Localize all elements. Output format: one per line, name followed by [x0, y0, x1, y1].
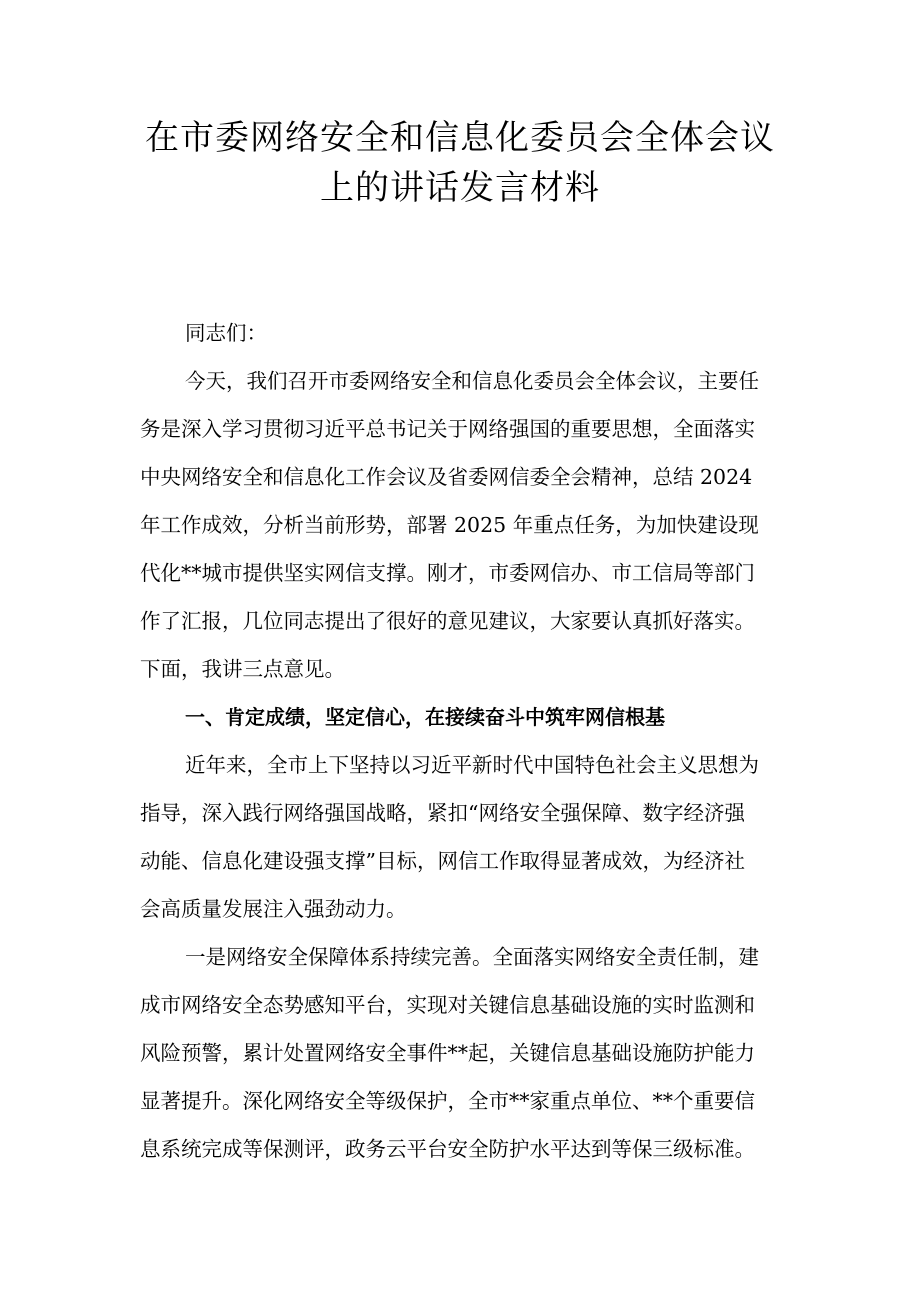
paragraph-line: 中央网络安全和信息化工作会议及省委网信委全会精神，总结 2024: [140, 465, 753, 489]
paragraph-security: [140, 933, 780, 1173]
paragraph-line: 年工作成效，分析当前形势，部署 2025 年重点任务，为加快建设现: [140, 513, 759, 537]
paragraph-line: 动能、信息化建设强支撑”目标，网信工作取得显著成效，为经济社: [140, 849, 745, 873]
document-title-line-1: 在市委网络安全和信息化委员会全体会议: [145, 118, 775, 158]
paragraph-achievements: [140, 741, 780, 933]
paragraph-line: 作了汇报，几位同志提出了很好的意见建议，大家要认真抓好落实。: [140, 609, 755, 633]
paragraph-line: 代化**城市提供坚实网信支撑。刚才，市委网信办、市工信局等部门: [140, 561, 755, 585]
paragraph-line: 今天，我们召开市委网络安全和信息化委员会全体会议，主要任: [185, 369, 759, 393]
paragraph-line: 风险预警，累计处置网络安全事件**起，关键信息基础设施防护能力: [140, 1041, 755, 1065]
paragraph-line: 近年来，全市上下坚持以习近平新时代中国特色社会主义思想为: [185, 753, 759, 777]
paragraph-line: 显著提升。深化网络安全等级保护，全市**家重点单位、**个重要信: [140, 1089, 755, 1113]
paragraph-line: 会高质量发展注入强劲动力。: [140, 897, 407, 921]
paragraph-line: 下面，我讲三点意见。: [140, 657, 345, 681]
paragraph-intro: [140, 357, 780, 693]
paragraph-line: 一是网络安全保障体系持续完善。全面落实网络安全责任制，建: [185, 945, 759, 969]
paragraph-line: 务是深入学习贯彻习近平总书记关于网络强国的重要思想，全面落实: [140, 417, 755, 441]
document-title-line-2: 上的讲话发言材料: [320, 168, 600, 208]
salutation: 同志们：: [185, 321, 267, 345]
section-heading-1: [140, 693, 780, 741]
paragraph-line: 息系统完成等保测评，政务云平台安全防护水平达到等保三级标准。: [140, 1137, 755, 1161]
section-heading-text: 一、肯定成绩，坚定信心，在接续奋斗中筑牢网信根基: [185, 705, 665, 729]
paragraph-line: 指导，深入践行网络强国战略，紧扣“网络安全强保障、数字经济强: [140, 801, 745, 825]
paragraph-line: 成市网络安全态势感知平台，实现对关键信息基础设施的实时监测和: [140, 993, 755, 1017]
